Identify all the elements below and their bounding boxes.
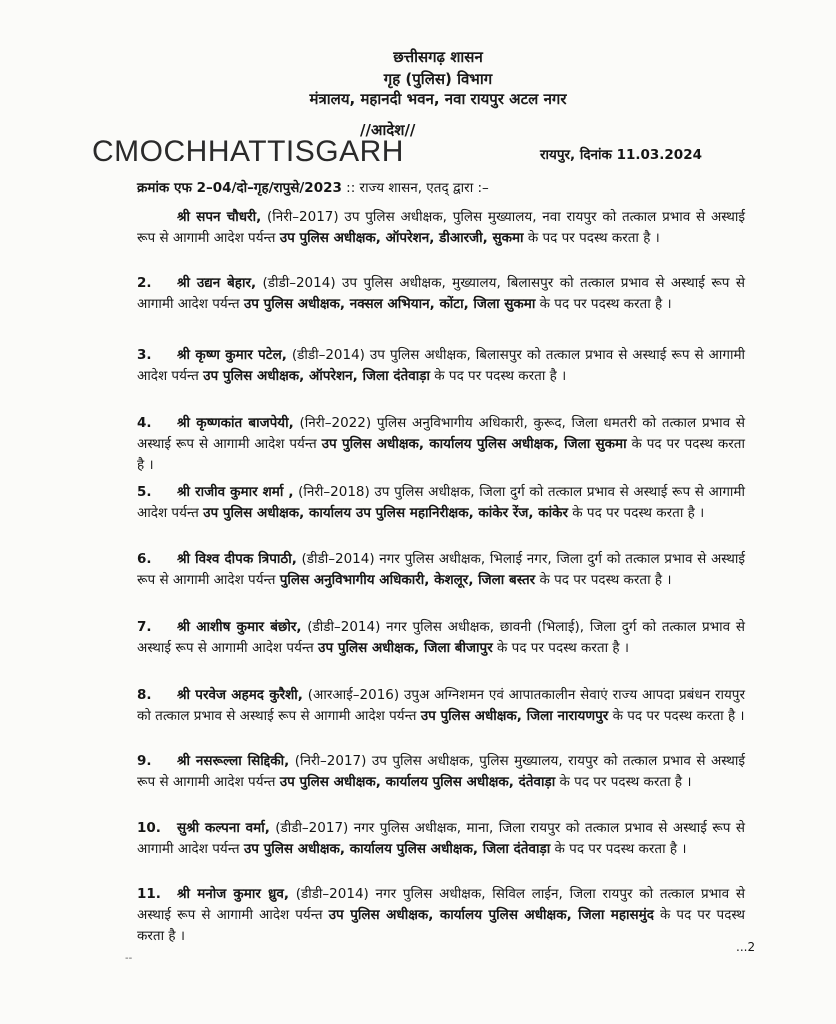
posting: उप पुलिस अधीक्षक, कार्यालय उप पुलिस महानिरीक्षक, कांकेर रेंज, कांकेर xyxy=(203,505,568,521)
reference-rest: :: राज्य शासन, एतद् द्वारा :– xyxy=(341,180,489,196)
order-paragraph-2 xyxy=(137,273,745,315)
date-line: रायपुर, दिनांक 11.03.2024 xyxy=(540,147,702,163)
next-page-marker: ...2 xyxy=(736,940,756,954)
order-details: (आरआई–2016) उपुअ अग्निशमन एवं आपातकालीन सेवाएं राज्य आपदा प्रबंधन रायपुर को तत्काल प्रभाव से अस्थाई रूप से आगामी आदेश पर्यन्त xyxy=(137,687,745,724)
posting: उप पुलिस अधीक्षक, कार्यालय पुलिस अधीक्षक, जिला दंतेवाड़ा xyxy=(243,841,551,857)
order-paragraph-6 xyxy=(137,549,745,591)
officer-name: सुश्री कल्पना वर्मा, xyxy=(177,820,270,836)
order-details: (डीडी–2014) नगर पुलिस अधीक्षक, छावनी (भिलाई), जिला दुर्ग को तत्काल प्रभाव से अस्थाई रूप से आगामी आदेश पर्यन्त xyxy=(137,619,745,656)
order-tail: के पद पर पदस्थ करता है । xyxy=(535,572,672,588)
posting: उप पुलिस अधीक्षक, कार्यालय पुलिस अधीक्षक, जिला महासमुंद xyxy=(328,907,654,923)
posting: उप पुलिस अधीक्षक, ऑपरेशन, डीआरजी, सुकमा xyxy=(279,230,524,246)
officer-name: श्री परवेज अहमद कुरैशी, xyxy=(177,687,303,703)
order-paragraph-9 xyxy=(137,751,745,793)
order-paragraph-1 xyxy=(137,207,745,249)
posting: पुलिस अनुविभागीय अधिकारी, केशलूर, जिला बस्तर xyxy=(279,572,536,588)
order-paragraph-10 xyxy=(137,818,745,860)
officer-name: श्री कृष्ण कुमार पटेल, xyxy=(177,347,287,363)
order-paragraph-11 xyxy=(137,884,745,947)
order-tail: के पद पर पदस्थ करता है । xyxy=(555,774,692,790)
order-tail: के पद पर पदस्थ करता है । xyxy=(535,296,672,312)
order-tail: के पद पर पदस्थ करता है । xyxy=(137,436,745,473)
reference-number: क्रमांक एफ 2–04/दो–गृह/रापुसे/2023 xyxy=(137,180,342,196)
order-paragraph-3 xyxy=(137,345,745,387)
order-paragraph-5 xyxy=(137,482,745,524)
header-address: मंत्रालय, महानदी भवन, नवा रायपुर अटल नगर xyxy=(309,90,567,108)
order-number: 6. xyxy=(137,551,152,567)
order-tail: के पद पर पदस्थ करता है । xyxy=(429,368,567,384)
officer-name: श्री विश्व दीपक त्रिपाठी, xyxy=(177,551,297,567)
order-paragraph-8 xyxy=(137,685,745,727)
officer-name: श्री कृष्णकांत बाजपेयी, xyxy=(177,415,294,431)
order-paragraph-4 xyxy=(137,413,745,476)
order-number: 9. xyxy=(137,753,152,769)
order-tail: के पद पर पदस्थ करता है । xyxy=(550,841,687,857)
order-tail: के पद पर पदस्थ करता है । xyxy=(137,907,745,944)
order-number: 4. xyxy=(137,415,152,431)
header-department: गृह (पुलिस) विभाग xyxy=(383,70,493,88)
posting: उप पुलिस अधीक्षक, जिला नारायणपुर xyxy=(420,708,609,724)
order-tail: के पद पर पदस्थ करता है । xyxy=(567,505,705,521)
order-details: (डीडी–2014) नगर पुलिस अधीक्षक, भिलाई नगर, जिला दुर्ग को तत्काल प्रभाव से अस्थाई रूप से आगामी आदेश पर्यन्त xyxy=(137,551,745,588)
order-tail: के पद पर पदस्थ करता है । xyxy=(523,230,660,246)
order-number: 7. xyxy=(137,619,152,635)
order-details: (निरी–2018) उप पुलिस अधीक्षक, जिला दुर्ग को तत्काल प्रभाव से अस्थाई रूप से आगामी आदेश पर्यन्त xyxy=(137,484,745,521)
order-number: 8. xyxy=(137,687,152,703)
officer-name: श्री नसरूल्ला सिद्दिकी, xyxy=(177,753,290,769)
posting: उप पुलिस अधीक्षक, कार्यालय पुलिस अधीक्षक, जिला सुकमा xyxy=(321,436,627,452)
officer-name: श्री सपन चौधरी, xyxy=(177,209,262,225)
order-details: (निरी–2022) पुलिस अनुविभागीय अधिकारी, कुरूद, जिला धमतरी को तत्काल प्रभाव से अस्थाई रूप से आगामी आदेश पर्यन्त xyxy=(137,415,745,452)
order-details: (डीडी–2014) उप पुलिस अधीक्षक, बिलासपुर को तत्काल प्रभाव से अस्थाई रूप से आगामी आदेश पर्यन्त xyxy=(137,347,746,384)
order-number: 2. xyxy=(137,275,152,291)
order-tail: के पद पर पदस्थ करता है । xyxy=(492,640,629,656)
order-details: (निरी–2017) उप पुलिस अधीक्षक, पुलिस मुख्यालय, रायपुर को तत्काल प्रभाव से अस्थाई रूप से आगामी आदेश पर्यन्त xyxy=(137,753,745,790)
order-number: 5. xyxy=(137,484,152,500)
order-details: (डीडी–2017) नगर पुलिस अधीक्षक, माना, जिला रायपुर को तत्काल प्रभाव से अस्थाई रूप से आगामी आदेश पर्यन्त xyxy=(137,820,745,857)
order-tail: के पद पर पदस्थ करता है । xyxy=(608,708,745,724)
posting: उप पुलिस अधीक्षक, नक्सल अभियान, कोंटा, जिला सुकमा xyxy=(243,296,536,312)
posting: उप पुलिस अधीक्षक, जिला बीजापुर xyxy=(318,640,493,656)
officer-name: श्री मनोज कुमार ध्रुव, xyxy=(177,886,289,902)
order-number: 10. xyxy=(137,820,161,836)
order-number: 3. xyxy=(137,347,152,363)
order-number: 11. xyxy=(137,886,161,902)
reference-line xyxy=(137,178,489,196)
officer-name: श्री राजीव कुमार शर्मा , xyxy=(177,484,294,500)
order-details: (डीडी–2014) नगर पुलिस अधीक्षक, सिविल लाईन, जिला रायपुर को तत्काल प्रभाव से अस्थाई रूप से आगामी आदेश पर्यन्त xyxy=(137,886,745,923)
footer-mark: -- xyxy=(125,953,133,964)
order-details: (डीडी–2014) उप पुलिस अधीक्षक, मुख्यालय, बिलासपुर को तत्काल प्रभाव से अस्थाई रूप से आगामी आदेश पर्यन्त xyxy=(137,275,746,312)
order-paragraph-7 xyxy=(137,617,745,659)
posting: उप पुलिस अधीक्षक, ऑपरेशन, जिला दंतेवाड़ा xyxy=(203,368,430,384)
officer-name: श्री उद्यन बेहार, xyxy=(177,275,257,291)
header-government: छत्तीसगढ़ शासन xyxy=(393,48,483,66)
watermark-text: CMOCHHATTISGARH xyxy=(92,135,404,168)
order-details: (निरी–2017) उप पुलिस अधीक्षक, पुलिस मुख्यालय, नवा रायपुर को तत्काल प्रभाव से अस्थाई रूप से आगामी आदेश पर्यन्त xyxy=(137,209,746,246)
posting: उप पुलिस अधीक्षक, कार्यालय पुलिस अधीक्षक, दंतेवाड़ा xyxy=(279,774,556,790)
order-heading: //आदेश// xyxy=(360,121,416,139)
officer-name: श्री आशीष कुमार बंछोर, xyxy=(177,619,302,635)
